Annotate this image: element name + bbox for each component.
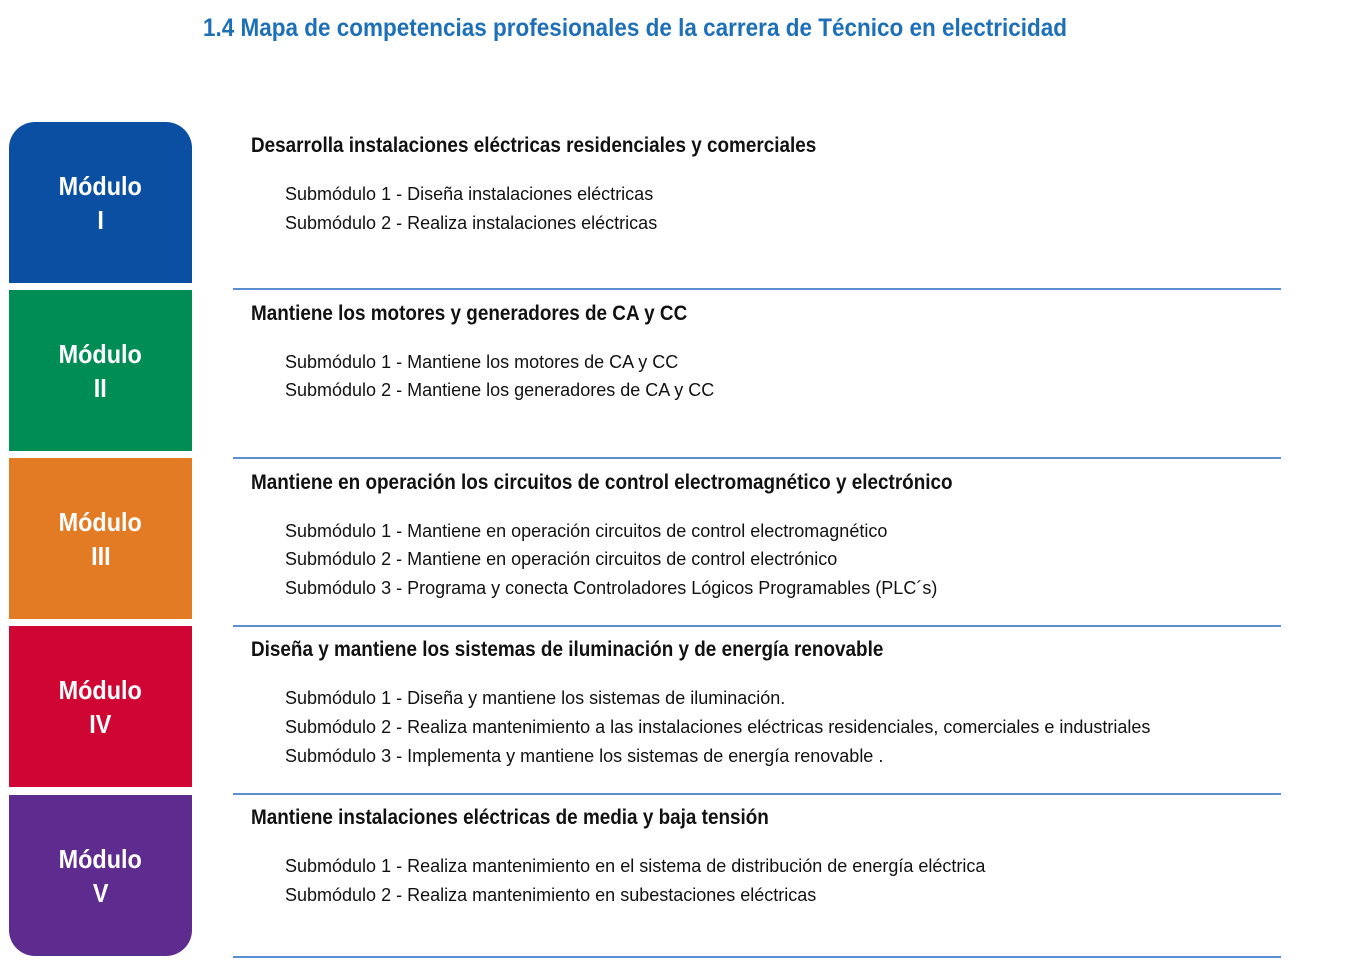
module-2-heading: Mantiene los motores y generadores de CA y CC xyxy=(251,302,688,325)
module-1-tab xyxy=(9,122,192,283)
module-3-numeral: III xyxy=(90,540,111,571)
module-2-tab xyxy=(9,290,192,451)
module-1-submodule-1: Submódulo 1 - Diseña instalaciones eléctricas xyxy=(285,184,654,204)
module-1-numeral: I xyxy=(97,204,104,235)
module-3-submodule-2: Submódulo 2 - Mantiene en operación circuitos de control electrónico xyxy=(285,549,838,569)
module-1-heading: Desarrolla instalaciones eléctricas residenciales y comerciales xyxy=(251,134,817,157)
module-5-tab xyxy=(9,795,192,956)
module-3-submodule-1: Submódulo 1 - Mantiene en operación circuitos de control electromagnético xyxy=(285,521,888,541)
divider xyxy=(233,956,1281,958)
module-3-submodule-3: Submódulo 3 - Programa y conecta Controladores Lógicos Programables (PLC´s) xyxy=(285,578,938,598)
module-1-submodule-2: Submódulo 2 - Realiza instalaciones eléctricas xyxy=(285,213,658,233)
module-1-word: Módulo xyxy=(58,170,143,201)
module-3-tab xyxy=(9,458,192,619)
divider xyxy=(233,625,1281,627)
divider xyxy=(233,793,1281,795)
module-5-heading: Mantiene instalaciones eléctricas de media y baja tensión xyxy=(251,806,769,829)
divider xyxy=(233,457,1281,459)
divider xyxy=(233,288,1281,290)
module-4-numeral: IV xyxy=(89,708,112,739)
module-3-word: Módulo xyxy=(58,506,143,537)
module-5-numeral: V xyxy=(92,877,109,908)
module-4-submodule-3: Submódulo 3 - Implementa y mantiene los sistemas de energía renovable . xyxy=(285,746,884,766)
module-4-tab xyxy=(9,626,192,787)
module-2-submodule-2: Submódulo 2 - Mantiene los generadores de CA y CC xyxy=(285,380,715,400)
module-5-submodule-2: Submódulo 2 - Realiza mantenimiento en subestaciones eléctricas xyxy=(285,885,817,905)
module-3-heading: Mantiene en operación los circuitos de control electromagnético y electrónico xyxy=(251,471,953,494)
page-title: 1.4 Mapa de competencias profesionales de la carrera de Técnico en electricidad xyxy=(202,14,1068,42)
module-4-submodule-2: Submódulo 2 - Realiza mantenimiento a las instalaciones eléctricas residenciales, comerciales e industriales xyxy=(285,717,1151,737)
module-5-submodule-1: Submódulo 1 - Realiza mantenimiento en el sistema de distribución de energía eléctrica xyxy=(285,856,986,876)
module-5-word: Módulo xyxy=(58,843,143,874)
module-4-word: Módulo xyxy=(58,674,143,705)
module-2-submodule-1: Submódulo 1 - Mantiene los motores de CA y CC xyxy=(285,352,679,372)
module-2-numeral: II xyxy=(93,372,107,403)
module-2-word: Módulo xyxy=(58,338,143,369)
module-4-heading: Diseña y mantiene los sistemas de iluminación y de energía renovable xyxy=(251,638,884,661)
module-4-submodule-1: Submódulo 1 - Diseña y mantiene los sistemas de iluminación. xyxy=(285,688,786,708)
